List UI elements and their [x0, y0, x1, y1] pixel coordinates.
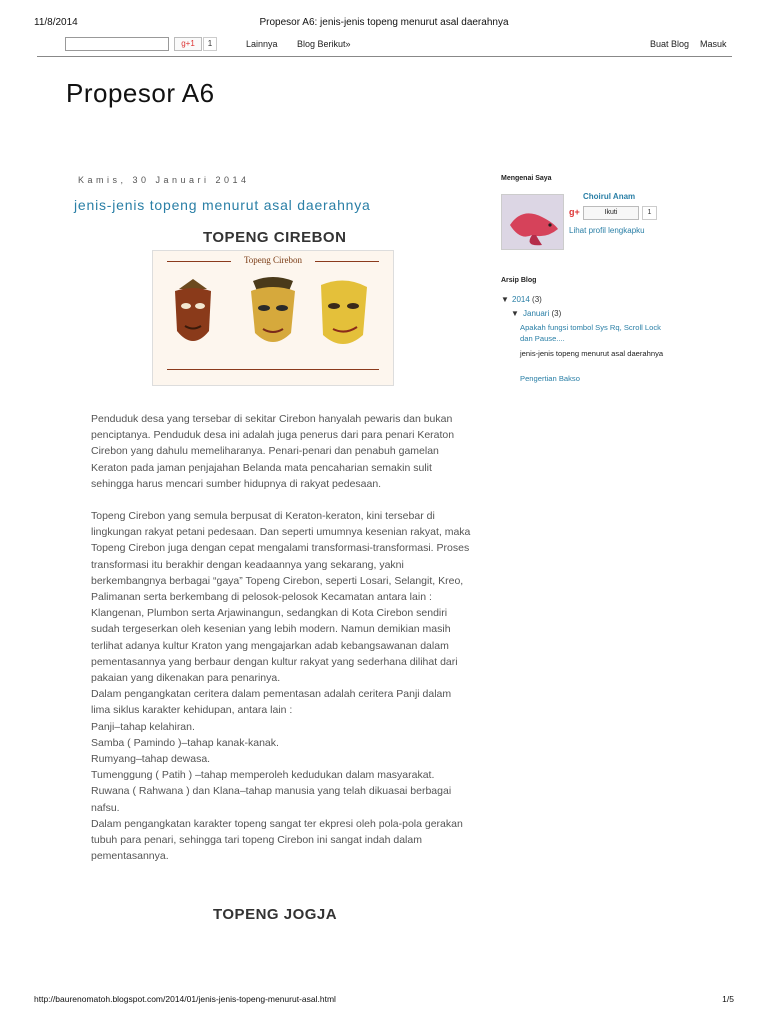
paragraph-1: Penduduk desa yang tersebar di sekitar Cirebon hanyalah pewaris dan bukan penciptanya. Penduduk desa ini adalah juga penerus dari para penari Keraton Cirebon yang dahulu memeliharanya. Penari-penari dan penabuh gamelan Keraton pada jaman penjajahan Belanda mata pencaharian semakin sulit sehingga harus mencari sumber hidupnya di rakyat pedesaan. — [91, 413, 455, 490]
paragraph-2: Topeng Cirebon yang semula berpusat di Keraton-keraton, kini tersebar di lingkungan rakyat petani pedesaan. Dan seperti umumnya kesenian rakyat, maka Topeng Cirebon juga dengan cepat mengalami transformasi-transformasi. Proses transformasi itu berakhir dengan keadaannya yang sekarang, yakni berkembangnya berbagai “gaya” Topeng Cirebon, seperti Losari, Selangit, Kreo, Palimanan serta berkembang di pelosok-pelosok Kecamatan antara lain : Klangenan, Plumbon serta Arjawinangun, sedangkan di Kota Cirebon sendiri sudah tergeserkan oleh kesenian yang lebih modern. Namun demikian masih terlihat adanya kultur Kraton yang mengajarkan adab kebangsawanan dalam pementasannya yang berbaur dengan kultur rakyat yang sederhana dilihat dari pakaian yang dikenakan para penarinya. — [91, 510, 471, 685]
profile-name-link[interactable]: Choirul Anam — [583, 192, 636, 201]
archive-year-count: (3) — [532, 295, 542, 304]
list-item: Ruwana ( Rahwana ) dan Klana–tahap manusia yang telah dikuasai berbagai nafsu. — [91, 785, 452, 814]
topeng-cirebon-image[interactable] — [152, 250, 394, 386]
betta-fish-icon — [502, 195, 563, 249]
create-blog-link[interactable]: Buat Blog — [650, 39, 690, 49]
paragraph-3: Dalam pengangkatan ceritera dalam pementasan adalah ceritera Panji dalam lima siklus karakter kehidupan, antara lain : — [91, 688, 452, 717]
expand-month-icon[interactable]: ▼ — [511, 309, 519, 318]
mask-red-icon — [175, 279, 211, 341]
heading-topeng-cirebon: TOPENG CIREBON — [203, 229, 347, 246]
archive-month-count: (3) — [551, 309, 562, 318]
masks-illustration — [153, 251, 393, 385]
archive-post-link[interactable]: Apakah fungsi tombol Sys Rq, Scroll Lock dan Pause.... — [520, 323, 661, 343]
archive-month-label[interactable]: Januari — [523, 309, 550, 318]
ornament-bottom — [167, 369, 379, 370]
blogger-navbar — [37, 34, 732, 57]
expand-year-icon[interactable]: ▼ — [501, 295, 509, 304]
blog-title[interactable]: Propesor A6 — [66, 78, 215, 108]
follow-count: 1 — [642, 206, 657, 220]
next-blog-link[interactable]: Blog Berikut» — [297, 39, 351, 49]
list-item: Rumyang–tahap dewasa. — [91, 753, 211, 766]
google-plus-icon: g+ — [569, 207, 580, 217]
about-heading: Mengenai Saya — [501, 175, 552, 182]
archive-heading: Arsip Blog — [501, 277, 537, 284]
image-banner: Topeng Cirebon — [243, 255, 303, 265]
gplus-count: 1 — [203, 37, 217, 51]
archive-post-link[interactable]: Pengertian Bakso — [520, 374, 580, 383]
avatar[interactable] — [501, 194, 564, 250]
post-date: Kamis, 30 Januari 2014 — [78, 175, 250, 185]
follow-button[interactable]: Ikuti — [583, 206, 639, 220]
archive-year[interactable] — [512, 295, 542, 304]
view-profile-link[interactable]: Lihat profil lengkapku — [569, 226, 645, 235]
list-item: Samba ( Pamindo )–tahap kanak-kanak. — [91, 736, 279, 749]
post-body — [91, 411, 473, 864]
search-input[interactable] — [65, 37, 169, 51]
sign-in-link[interactable]: Masuk — [700, 39, 727, 49]
print-header — [34, 17, 734, 31]
more-link[interactable]: Lainnya — [246, 39, 278, 49]
gplus-button[interactable]: g+1 — [174, 37, 202, 51]
archive-year-label[interactable]: 2014 — [512, 295, 530, 304]
print-title: Propesor A6: jenis-jenis topeng menurut asal daerahnya — [259, 17, 509, 28]
archive-post-current: jenis-jenis topeng menurut asal daerahnya — [520, 349, 664, 358]
mask-gold-icon — [251, 277, 295, 342]
list-item: Tumenggung ( Patih ) –tahap memperoleh kedudukan dalam masyarakat. — [91, 769, 435, 782]
paragraph-4: Dalam pengangkatan karakter topeng sangat ter ekpresi oleh pola-pola gerakan tubuh para penari, sehingga tari topeng Cirebon ini sangat indah dalam pementasannya. — [91, 817, 463, 863]
page-url: http://baurenomatoh.blogspot.com/2014/01/jenis-jenis-topeng-menurut-asal.html — [34, 994, 336, 1004]
mask-yellow-icon — [321, 280, 367, 344]
post-title[interactable]: jenis-jenis topeng menurut asal daerahnya — [74, 197, 371, 213]
heading-topeng-jogja: TOPENG JOGJA — [213, 906, 338, 923]
page-number: 1/5 — [722, 994, 734, 1004]
print-date: 11/8/2014 — [34, 17, 78, 28]
archive-month[interactable] — [523, 309, 561, 318]
list-item: Panji–tahap kelahiran. — [91, 720, 195, 733]
